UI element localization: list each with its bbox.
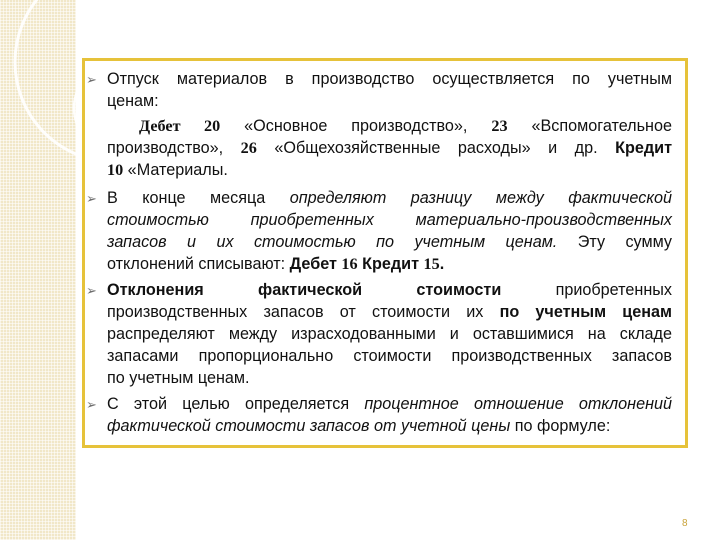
bullet-3-line-4: запасами пропорционально стоимости производственных запасов <box>107 347 672 365</box>
bullet-3-line-3: распределяют между израсходованными и оставшимися на складе <box>107 325 672 343</box>
entry-line-1: Дебет 20 «Основное производство», 23 «Вспомогательное <box>139 117 673 135</box>
bullet-3-line-5: по учетным ценам. <box>107 369 250 387</box>
bullet-2-line-4: отклонений списывают: Дебет 16 Кредит 15. <box>107 255 445 273</box>
bullet-item-2 <box>107 187 672 275</box>
bullet-1-line-1: Отпуск материалов в производство осуществляется по учетным <box>107 70 672 88</box>
bullet-arrow-icon: ➢ <box>86 72 97 87</box>
bullet-item-1 <box>107 68 672 112</box>
bullet-item-4 <box>107 393 672 437</box>
bullet-2-line-2: стоимостью приобретенных материально-производственных <box>107 211 672 229</box>
bullet-arrow-icon: ➢ <box>86 191 97 206</box>
bullet-arrow-icon: ➢ <box>86 283 97 298</box>
entry-line-3: 10 «Материалы. <box>107 161 228 179</box>
bullet-arrow-icon: ➢ <box>86 397 97 412</box>
bullet-4-line-2: фактической стоимости запасов от учетной цены по формуле: <box>107 417 611 435</box>
bullet-2-line-3: запасов и их стоимостью по учетным ценам. Эту сумму <box>107 233 672 251</box>
bullet-4-line-1: С этой целью определяется процентное отношение отклонений <box>107 395 673 413</box>
accounting-entry-block <box>107 115 672 181</box>
entry-line-2: производство», 26 «Общехозяйственные расходы» и др. Кредит <box>107 139 673 157</box>
bullet-item-3 <box>107 279 672 389</box>
bullet-1-line-2: ценам: <box>107 92 159 110</box>
bullet-3-line-2: производственных запасов от стоимости их по учетным ценам <box>107 303 673 321</box>
bullet-2-line-1: В конце месяца определяют разницу между фактической <box>107 189 672 207</box>
bullet-3-line-1: Отклонения фактической стоимости приобретенных <box>107 281 672 299</box>
page-number: 8 <box>682 518 688 529</box>
